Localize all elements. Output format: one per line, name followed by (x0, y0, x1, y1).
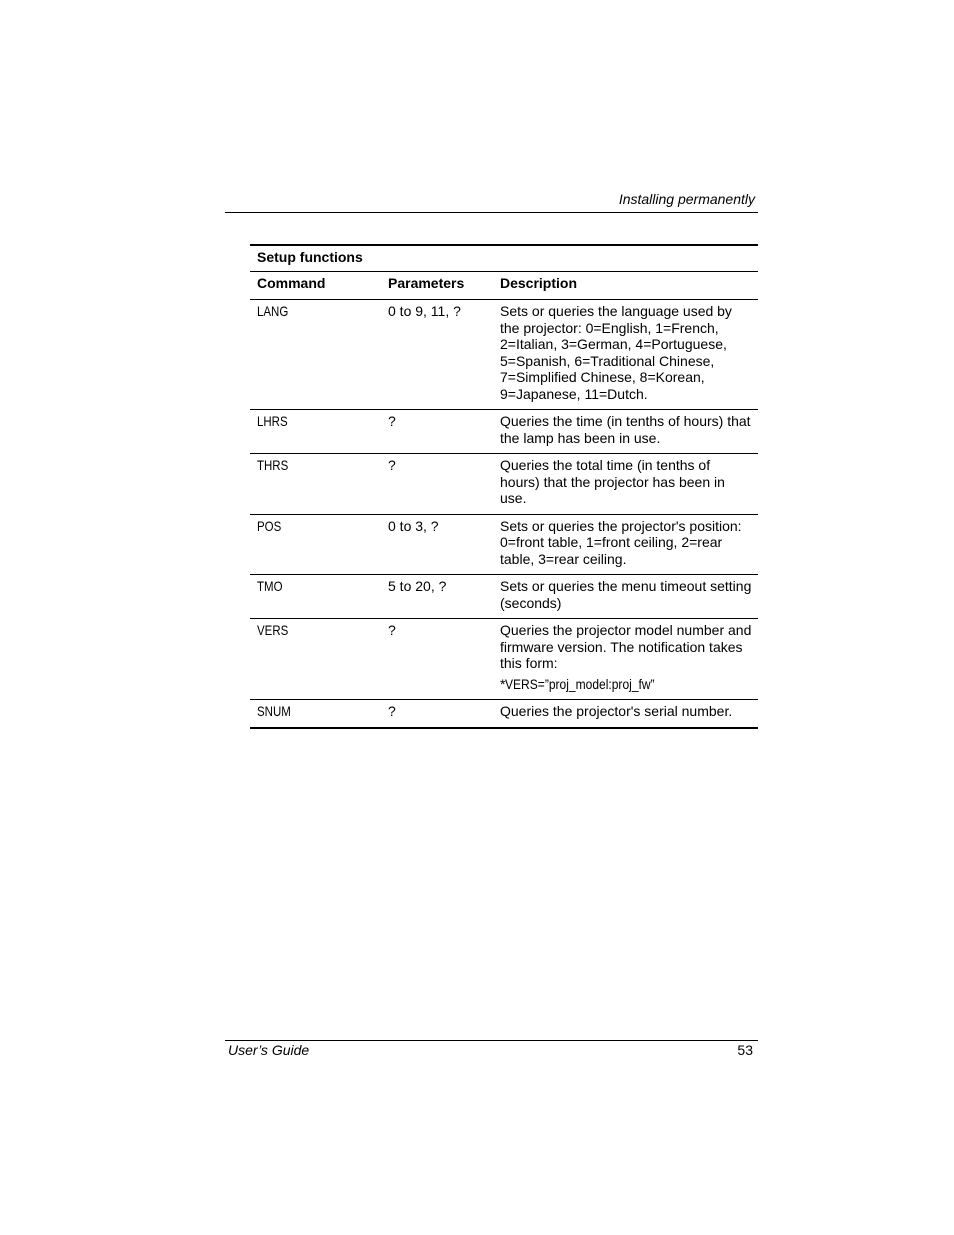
command-cell (250, 619, 382, 699)
description-cell (494, 619, 758, 699)
description-cell: Sets or queries the menu timeout setting (seconds) (500, 578, 752, 611)
table-caption: Setup functions (250, 246, 758, 272)
parameters-cell: 5 to 20, ? (388, 578, 447, 594)
notification-format (500, 676, 752, 693)
notification-prefix: * (500, 675, 506, 692)
table-row (250, 454, 758, 515)
command-cell (250, 300, 382, 409)
description-cell: Queries the total time (in tenths of hours) that the projector has been in use. (500, 457, 725, 506)
setup-functions-table (250, 244, 758, 729)
description-cell: Queries the projector's serial number. (500, 703, 733, 719)
guide-title: User’s Guide (228, 1042, 310, 1058)
column-header-command: Command (257, 275, 326, 291)
description-cell: Queries the time (in tenths of hours) that the lamp has been in use. (500, 413, 751, 446)
command-name: VERS (257, 622, 289, 638)
table-header-row (250, 272, 758, 300)
table-row (250, 300, 758, 410)
command-name: SNUM (257, 703, 291, 719)
command-name: TMO (257, 578, 283, 594)
running-footer (225, 1040, 758, 1063)
command-cell (250, 700, 382, 727)
notification-code: VERS=”proj_model:proj_fw” (505, 675, 656, 692)
table-row (250, 575, 758, 619)
table-row (250, 700, 758, 727)
page-number: 53 (737, 1042, 753, 1058)
running-header (225, 190, 758, 213)
description-cell: Sets or queries the projector's position: 0=front table, 1=front ceiling, 2=rear table, 3=rear ceiling. (500, 517, 742, 567)
table-row (250, 410, 758, 454)
command-name: LHRS (257, 413, 288, 429)
description-text: Queries the projector model number and firmware version. The notification takes this form: (500, 622, 752, 671)
command-cell (250, 515, 382, 575)
parameters-cell: 0 to 9, 11, ? (388, 303, 461, 319)
table-row (250, 515, 758, 576)
parameters-cell: ? (388, 413, 396, 429)
command-cell (250, 410, 382, 453)
section-title: Installing permanently (618, 191, 755, 207)
table-row (250, 619, 758, 700)
command-name: THRS (257, 457, 289, 473)
command-cell (250, 575, 382, 618)
command-cell (250, 454, 382, 514)
command-name: POS (257, 517, 282, 534)
parameters-cell: ? (388, 622, 396, 638)
parameters-cell: ? (388, 457, 396, 473)
command-name: LANG (257, 303, 289, 319)
description-cell: Sets or queries the language used by the projector: 0=English, 1=French, 2=Italian, 3=German, 4=Portuguese, 5=Spanish, 6=Traditional Chinese, 7=Simplified Chinese, 8=Korean, 9=Japanese, 11=Dutch. (500, 303, 732, 402)
parameters-cell: ? (388, 703, 396, 719)
parameters-cell: 0 to 3, ? (388, 517, 439, 534)
column-header-parameters: Parameters (388, 275, 465, 291)
column-header-description: Description (500, 275, 578, 291)
